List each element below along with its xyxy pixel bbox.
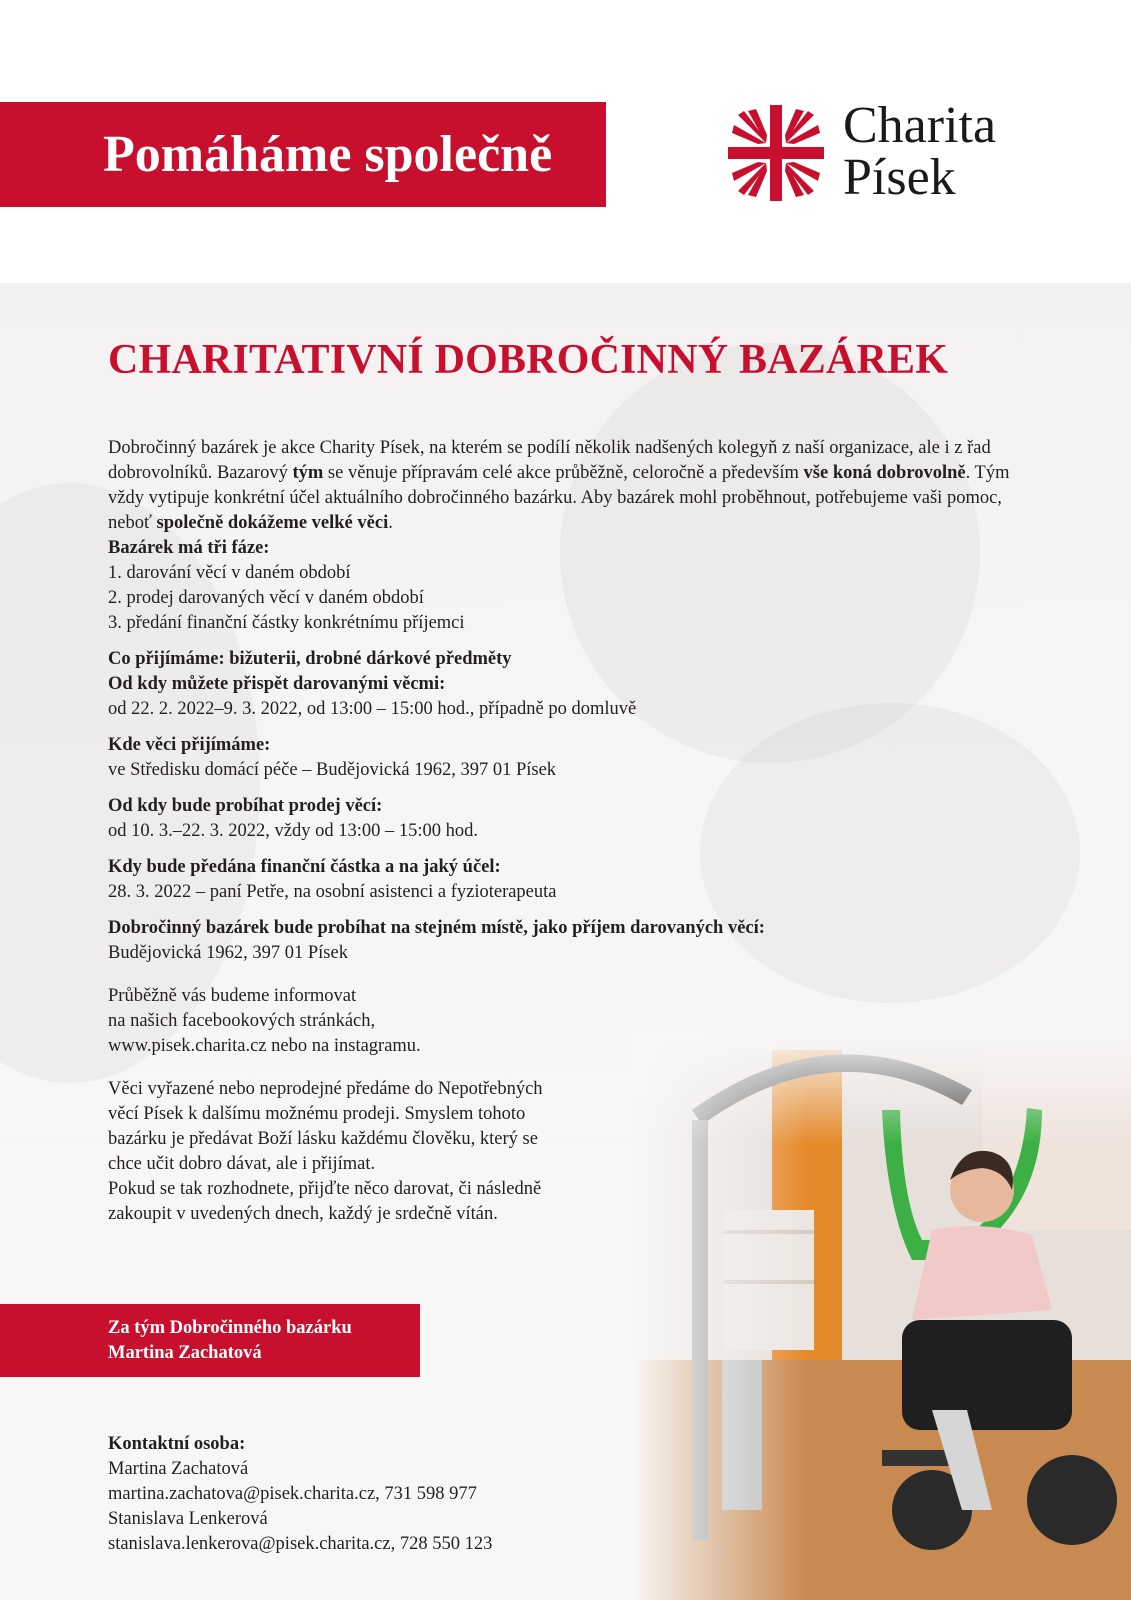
intro-paragraph xyxy=(108,436,1018,536)
contact-email-phone[interactable]: stanislava.lenkerova@pisek.charita.cz, 728 550 123 xyxy=(108,1534,493,1554)
signature-text xyxy=(108,1316,352,1366)
inform-line: www.pisek.charita.cz nebo na instagramu. xyxy=(108,1036,421,1056)
intro-text-3: . Tým vždy vytipuje konkrétní účel aktuálního dobročinného bazárku. Aby bazárek mohl proběhnout, potřebujeme vaši pomoc, neboť xyxy=(108,463,1010,533)
page-title: CHARITATIVNÍ DOBROČINNÝ BAZÁREK xyxy=(108,337,949,383)
sale-when-heading: Od kdy bude probíhat prodej věcí: xyxy=(108,796,383,816)
intro-text-2: se věnuje přípravám celé akce průběžně, celoročně a především xyxy=(323,463,804,483)
closing-line: Věci vyřazené nebo neprodejné předáme do Nepotřebných xyxy=(108,1079,543,1099)
signature-line-name: Martina Zachatová xyxy=(108,1343,262,1363)
phases-heading: Bazárek má tři fáze: xyxy=(108,538,270,558)
closing-line: bazárku je předávat Boží lásku každému člověku, který se xyxy=(108,1129,538,1149)
closing-line: Pokud se tak rozhodnete, přijďte něco darovat, či následně xyxy=(108,1179,542,1199)
phases-section xyxy=(108,536,1018,636)
contact-email-phone[interactable]: martina.zachatova@pisek.charita.cz, 731 598 977 xyxy=(108,1484,477,1504)
intro-bold-3: společně dokážeme velké věci xyxy=(156,513,389,533)
logo-line-pisek: Písek xyxy=(843,149,956,206)
logo-line-charita: Charita xyxy=(843,97,997,154)
intro-bold-2: vše koná dobrovolně xyxy=(803,463,966,483)
donate-where-section xyxy=(108,733,1018,783)
phase-item: 3. předání finanční částky konkrétnímu příjemci xyxy=(108,613,465,633)
donate-when-heading: Od kdy můžete přispět darovanými věcmi: xyxy=(108,674,446,694)
contact-section xyxy=(108,1432,492,1557)
handover-text: 28. 3. 2022 – paní Petře, na osobní asistenci a fyzioterapeuta xyxy=(108,882,557,902)
donate-where-heading: Kde věci přijímáme: xyxy=(108,735,271,755)
signature-line-team: Za tým Dobročinného bazárku xyxy=(108,1318,352,1338)
place-text: Budějovická 1962, 397 01 Písek xyxy=(108,943,348,963)
donate-when-section xyxy=(108,672,1018,722)
handover-section xyxy=(108,855,1018,905)
contact-name: Stanislava Lenkerová xyxy=(108,1509,268,1529)
charita-logo[interactable] xyxy=(728,97,1028,210)
donate-where-text: ve Středisku domácí péče – Budějovická 1962, 397 01 Písek xyxy=(108,760,557,780)
closing-line: chce učit dobro dávat, ale i přijímat. xyxy=(108,1154,376,1174)
sale-when-text: od 10. 3.–22. 3. 2022, vždy od 13:00 – 15:00 hod. xyxy=(108,821,478,841)
intro-text-1: Dobročinný bazárek je akce Charity Písek, na kterém se podílí několik nadšených kolegyň z naší organizace, ale i z řad dobrovolníků. Bazarový xyxy=(108,438,991,483)
donate-when-text: od 22. 2. 2022–9. 3. 2022, od 13:00 – 15:00 hod., případně po domluvě xyxy=(108,699,637,719)
signature-band xyxy=(0,1304,420,1377)
charita-cross-icon xyxy=(728,105,824,201)
closing-line: zakoupit v uvedených dnech, každý je srdečně vítán. xyxy=(108,1204,498,1224)
place-heading: Dobročinný bazárek bude probíhat na stejném místě, jako příjem darovaných věcí: xyxy=(108,918,765,938)
closing-line: věcí Písek k dalšímu možnému prodeji. Smyslem tohoto xyxy=(108,1104,526,1124)
logo-text xyxy=(843,97,997,206)
intro-text-4: . xyxy=(388,513,393,533)
sale-when-section xyxy=(108,794,1018,844)
intro-bold-1: tým xyxy=(292,463,324,483)
phase-item: 1. darování věcí v daném období xyxy=(108,563,351,583)
contact-name: Martina Zachatová xyxy=(108,1459,249,1479)
place-section xyxy=(108,916,1018,966)
woman-in-lift-sling-photo-icon xyxy=(632,1030,1131,1600)
photo-woman-in-lift xyxy=(632,1030,1131,1600)
accepting-line: Co přijímáme: bižuterii, drobné dárkové předměty xyxy=(108,649,512,669)
phase-item: 2. prodej darovaných věcí v daném období xyxy=(108,588,424,608)
handover-heading: Kdy bude předána finanční částka a na jaký účel: xyxy=(108,857,501,877)
inform-line: na našich facebookových stránkách, xyxy=(108,1011,376,1031)
contact-heading: Kontaktní osoba: xyxy=(108,1434,246,1454)
header-title: Pomáháme společně xyxy=(103,126,553,183)
header-band xyxy=(0,102,606,207)
inform-line: Průběžně vás budeme informovat xyxy=(108,986,357,1006)
